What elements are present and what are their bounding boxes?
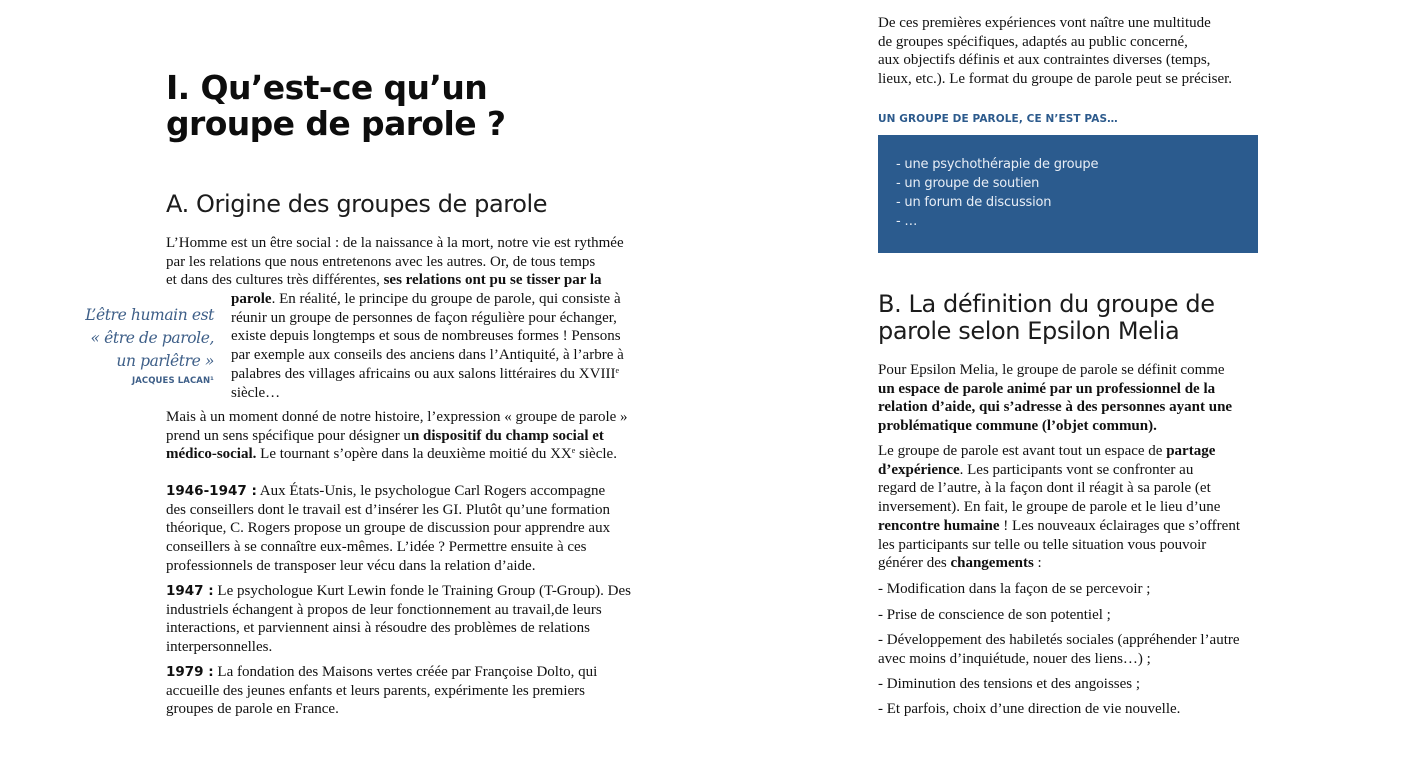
text-line: De ces premières expériences vont naître une multitude bbox=[878, 15, 1211, 31]
text-line: réunir un groupe de personnes de façon régulière pour échanger, bbox=[231, 309, 617, 326]
text-line: Le tournant s’opère dans la deuxième moitié du XX bbox=[256, 446, 572, 463]
change-item bbox=[878, 606, 1268, 625]
text-line: inversement). En fait, le groupe de parole et le lieu d’une bbox=[878, 499, 1221, 516]
bold-text: relation d’aide, qui s’adresse à des personnes ayant une bbox=[878, 399, 1233, 416]
intro-paragraph-indented bbox=[231, 290, 651, 402]
bold-text: médico-social. bbox=[166, 446, 257, 463]
bold-text: ses relations ont pu se tisser par la bbox=[383, 272, 602, 289]
text-line: professionnels de transposer leur vécu dans la relation d’aide. bbox=[166, 557, 536, 574]
text-line: conseillers à se connaître eux-mêmes. L’idée ? Permettre ensuite à ces bbox=[166, 539, 587, 556]
text-line: industriels échangent à propos de leur fonctionnement au travail,de leurs bbox=[166, 601, 602, 618]
text-line: ! Les nouveaux éclairages que s’offrent bbox=[999, 517, 1240, 534]
text-line: accueille des jeunes enfants et leurs parents, expérimente les premiers bbox=[166, 682, 585, 699]
text-line: avec moins d’inquiétude, nouer des liens…) ; bbox=[878, 650, 1151, 667]
sharing-paragraph bbox=[878, 442, 1258, 573]
text-line: - Prise de conscience de son potentiel ; bbox=[878, 607, 1111, 623]
bold-text: d’expérience bbox=[878, 461, 960, 478]
intro-paragraph bbox=[166, 234, 656, 290]
callout-box bbox=[878, 135, 1258, 253]
quote-line: « être de parole, bbox=[90, 329, 214, 347]
text-line: : bbox=[1033, 555, 1042, 572]
callout-item: - un forum de discussion bbox=[896, 195, 1052, 210]
text-line: La fondation des Maisons vertes créée par Françoise Dolto, qui bbox=[213, 664, 598, 680]
title-line: B. La définition du groupe de bbox=[878, 290, 1215, 318]
superscript: e bbox=[615, 365, 620, 375]
definition-paragraph bbox=[878, 361, 1258, 436]
text-line: Aux États-Unis, le psychologue Carl Rogers accompagne bbox=[256, 483, 606, 499]
callout-title: UN GROUPE DE PAROLE, CE N’EST PAS… bbox=[878, 113, 1118, 125]
timeline-year: 1946-1947 : bbox=[166, 483, 257, 499]
title-line: parole selon Epsilon Melia bbox=[878, 317, 1180, 345]
text-line: . En réalité, le principe du groupe de parole, qui consiste à bbox=[271, 291, 621, 307]
pull-quote bbox=[80, 304, 214, 386]
change-item bbox=[878, 700, 1268, 719]
history-paragraph bbox=[166, 408, 656, 464]
page-title-line-1: I. Qu’est-ce qu’un bbox=[166, 68, 488, 107]
bold-text: partage bbox=[1166, 443, 1216, 459]
text-line: palabres des villages africains ou aux salons littéraires du XVIII bbox=[231, 365, 616, 382]
quote-text bbox=[80, 304, 214, 373]
text-line: théorique, C. Rogers propose un groupe de discussion pour apprendre aux bbox=[166, 520, 611, 537]
text-line: existe depuis longtemps et sous de nombreuses formes ! Pensons bbox=[231, 328, 621, 345]
bold-text: problématique commune (l’objet commun). bbox=[878, 418, 1157, 435]
text-line: - Développement des habiletés sociales (appréhender l’autre bbox=[878, 632, 1240, 648]
bold-text: rencontre humaine bbox=[878, 517, 1000, 534]
timeline-entry bbox=[166, 482, 646, 576]
section-a-title: A. Origine des groupes de parole bbox=[166, 190, 548, 218]
page-title-line-2: groupe de parole ? bbox=[166, 104, 506, 143]
text-line: et dans des cultures très différentes, bbox=[166, 272, 384, 289]
text-line: L’Homme est un être social : de la naissance à la mort, notre vie est rythmée bbox=[166, 235, 624, 251]
text-line: siècle. bbox=[575, 446, 617, 463]
text-line: les participants sur telle ou telle situation vous pouvoir bbox=[878, 536, 1207, 553]
change-item bbox=[878, 631, 1268, 668]
text-line: interpersonnelles. bbox=[166, 639, 273, 656]
text-line: prend un sens spécifique pour désigner u bbox=[166, 427, 411, 444]
text-line: . Les participants vont se confronter au bbox=[959, 461, 1194, 478]
timeline-entry bbox=[166, 582, 646, 657]
change-item bbox=[878, 675, 1268, 694]
bold-text: parole bbox=[231, 291, 272, 307]
callout-item: - un groupe de soutien bbox=[896, 176, 1040, 191]
text-line: générer des bbox=[878, 555, 951, 572]
text-line: interactions, et parviennent ainsi à résoudre des problèmes de relations bbox=[166, 620, 591, 637]
page-title bbox=[166, 70, 636, 142]
section-b-title bbox=[878, 291, 1278, 345]
text-line: - Diminution des tensions et des angoisses ; bbox=[878, 676, 1141, 692]
callout-item: - une psychothérapie de groupe bbox=[896, 157, 1099, 172]
bold-text: n dispositif du champ social et bbox=[410, 427, 604, 444]
text-line: - Et parfois, choix d’une direction de vie nouvelle. bbox=[878, 701, 1181, 717]
quote-line: un parlêtre » bbox=[116, 352, 214, 370]
text-line: de groupes spécifiques, adaptés au public concerné, bbox=[878, 33, 1188, 50]
quote-author: JACQUES LACAN¹ bbox=[131, 376, 214, 386]
text-line: des conseillers dont le travail est d’insérer les GI. Plutôt qu’une formation bbox=[166, 501, 611, 518]
bold-text: changements bbox=[950, 555, 1034, 572]
text-line: Mais à un moment donné de notre histoire, l’expression « groupe de parole » bbox=[166, 409, 628, 425]
text-line: par les relations que nous entretenons avec les autres. Or, de tous temps bbox=[166, 253, 596, 270]
text-line: aux objectifs définis et aux contraintes diverses (temps, bbox=[878, 52, 1211, 69]
text-line: Le psychologue Kurt Lewin fonde le Training Group (T-Group). Des bbox=[213, 583, 631, 599]
text-line: - Modification dans la façon de se percevoir ; bbox=[878, 581, 1151, 597]
superscript: e bbox=[571, 446, 576, 456]
quote-line: L’être humain est bbox=[85, 306, 214, 324]
timeline-year: 1979 : bbox=[166, 664, 214, 680]
text-line: groupes de parole en France. bbox=[166, 701, 339, 718]
timeline-entry bbox=[166, 663, 646, 719]
text-line: par exemple aux conseils des anciens dans l’Antiquité, à l’arbre à bbox=[231, 347, 624, 364]
text-line: siècle… bbox=[231, 384, 281, 401]
text-line: Pour Epsilon Melia, le groupe de parole se définit comme bbox=[878, 362, 1225, 378]
callout-item: - … bbox=[896, 214, 918, 229]
change-item bbox=[878, 580, 1268, 599]
text-line: regard de l’autre, à la façon dont il réagit à sa parole (et bbox=[878, 480, 1211, 497]
text-line: Le groupe de parole est avant tout un espace de bbox=[878, 443, 1167, 459]
right-intro-paragraph bbox=[878, 14, 1258, 89]
timeline-year: 1947 : bbox=[166, 583, 214, 599]
text-line: lieux, etc.). Le format du groupe de parole peut se préciser. bbox=[878, 71, 1233, 88]
bold-text: un espace de parole animé par un professionnel de la bbox=[878, 380, 1216, 397]
